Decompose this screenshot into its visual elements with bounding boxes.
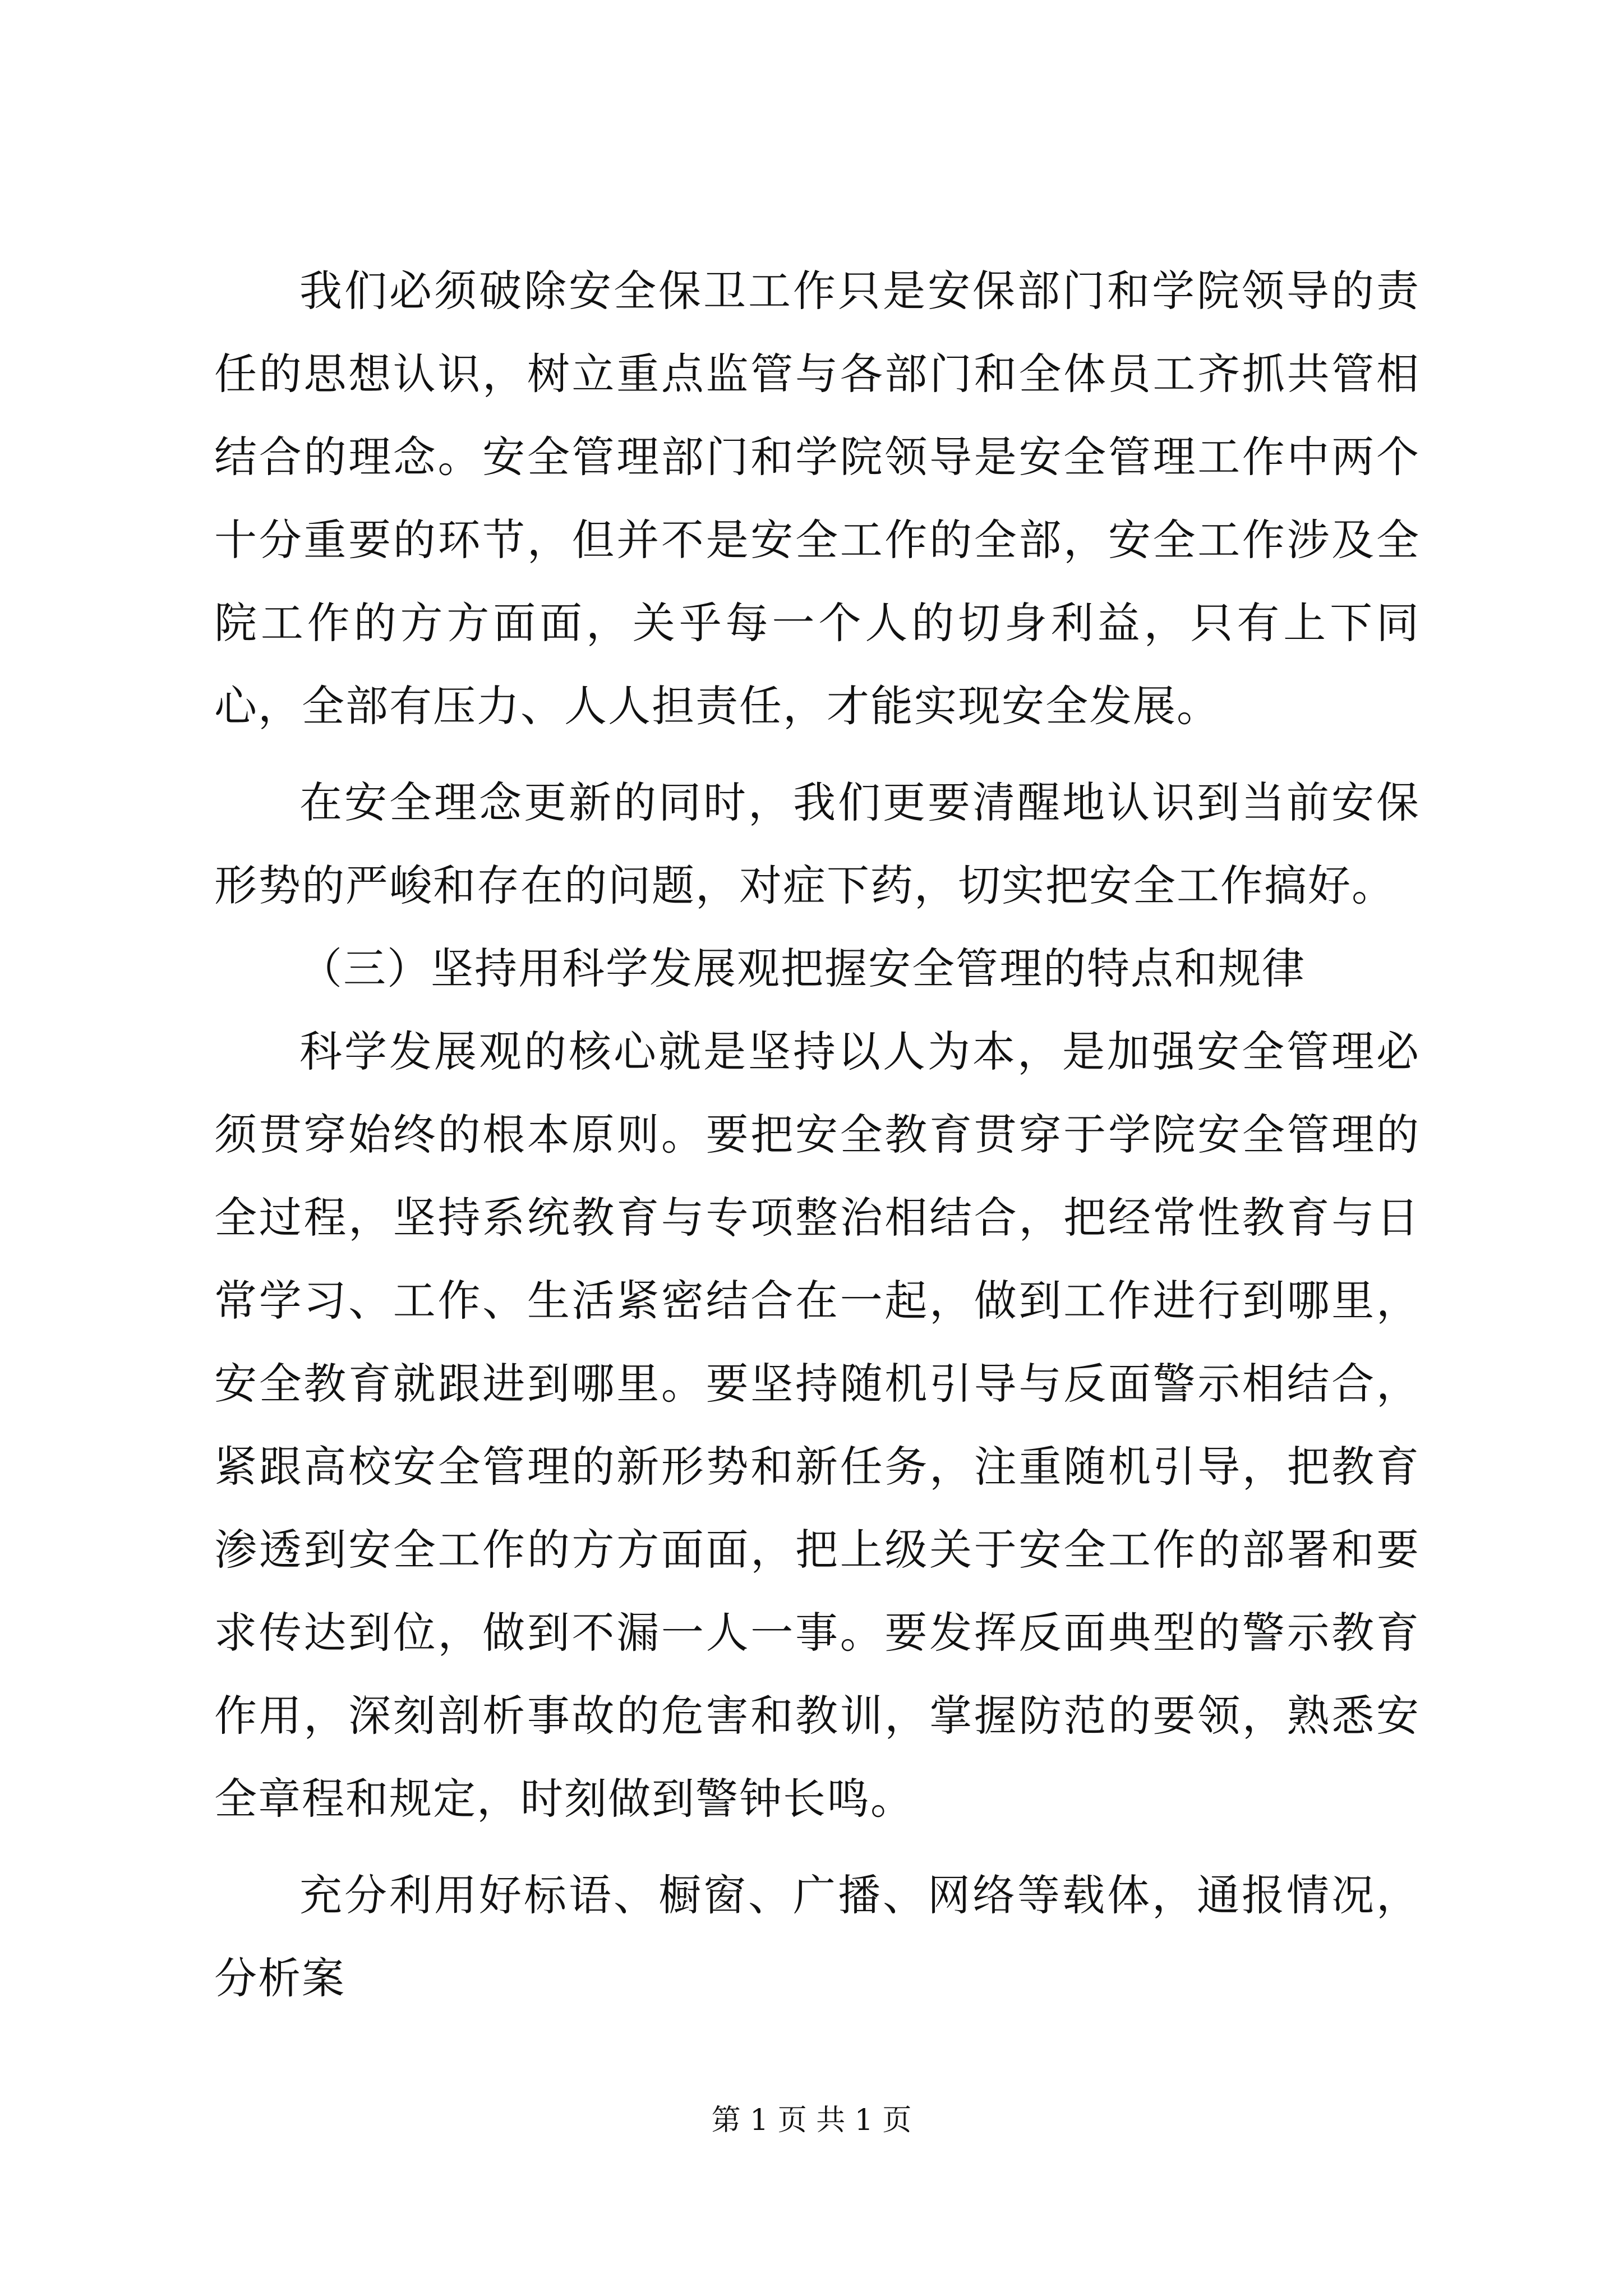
paragraph-security-situation: 在安全理念更新的同时，我们更要清醒地认识到当前安保形势的严峻和存在的问题，对症下药，切实把安全工作搞好。 <box>214 777 1420 910</box>
section-heading-3: （三）坚持用科学发展观把握安全管理的特点和规律 <box>299 944 1306 993</box>
document-body <box>214 250 1420 2020</box>
paragraph-publicity-carriers: 充分利用好标语、橱窗、广播、网络等载体，通报情况，分析案 <box>214 1870 1420 2003</box>
paragraph-scientific-development: 科学发展观的核心就是坚持以人为本，是加强安全管理必须贯穿始终的根本原则。要把安全教育贯穿于学院安全管理的全过程，坚持系统教育与专项整治相结合，把经常性教育与日常学习、工作、生活紧密结合在一起，做到工作进行到哪里，安全教育就跟进到哪里。要坚持随机引导与反面警示相结合，紧跟高校安全管理的新形势和新任务，注重随机引导，把教育渗透到安全工作的方方面面，把上级关于安全工作的部署和要求传达到位，做到不漏一人一事。要发挥反面典型的警示教育作用，深刻剖析事故的危害和教训，掌握防范的要领，熟悉安全章程和规定，时刻做到警钟长鸣。 <box>214 1027 1420 1824</box>
paragraph-security-responsibility: 我们必须破除安全保卫工作只是安保部门和学院领导的责任的思想认识，树立重点监管与各部门和全体员工齐抓共管相结合的理念。安全管理部门和学院领导是安全管理工作中两个十分重要的环节，但并不是安全工作的全部，安全工作涉及全院工作的方方面面，关乎每一个人的切身利益，只有上下同心，全部有压力、人人担责任，才能实现安全发展。 <box>214 266 1420 731</box>
page-footer: 第 1 页 共 1 页 <box>711 2104 912 2137</box>
